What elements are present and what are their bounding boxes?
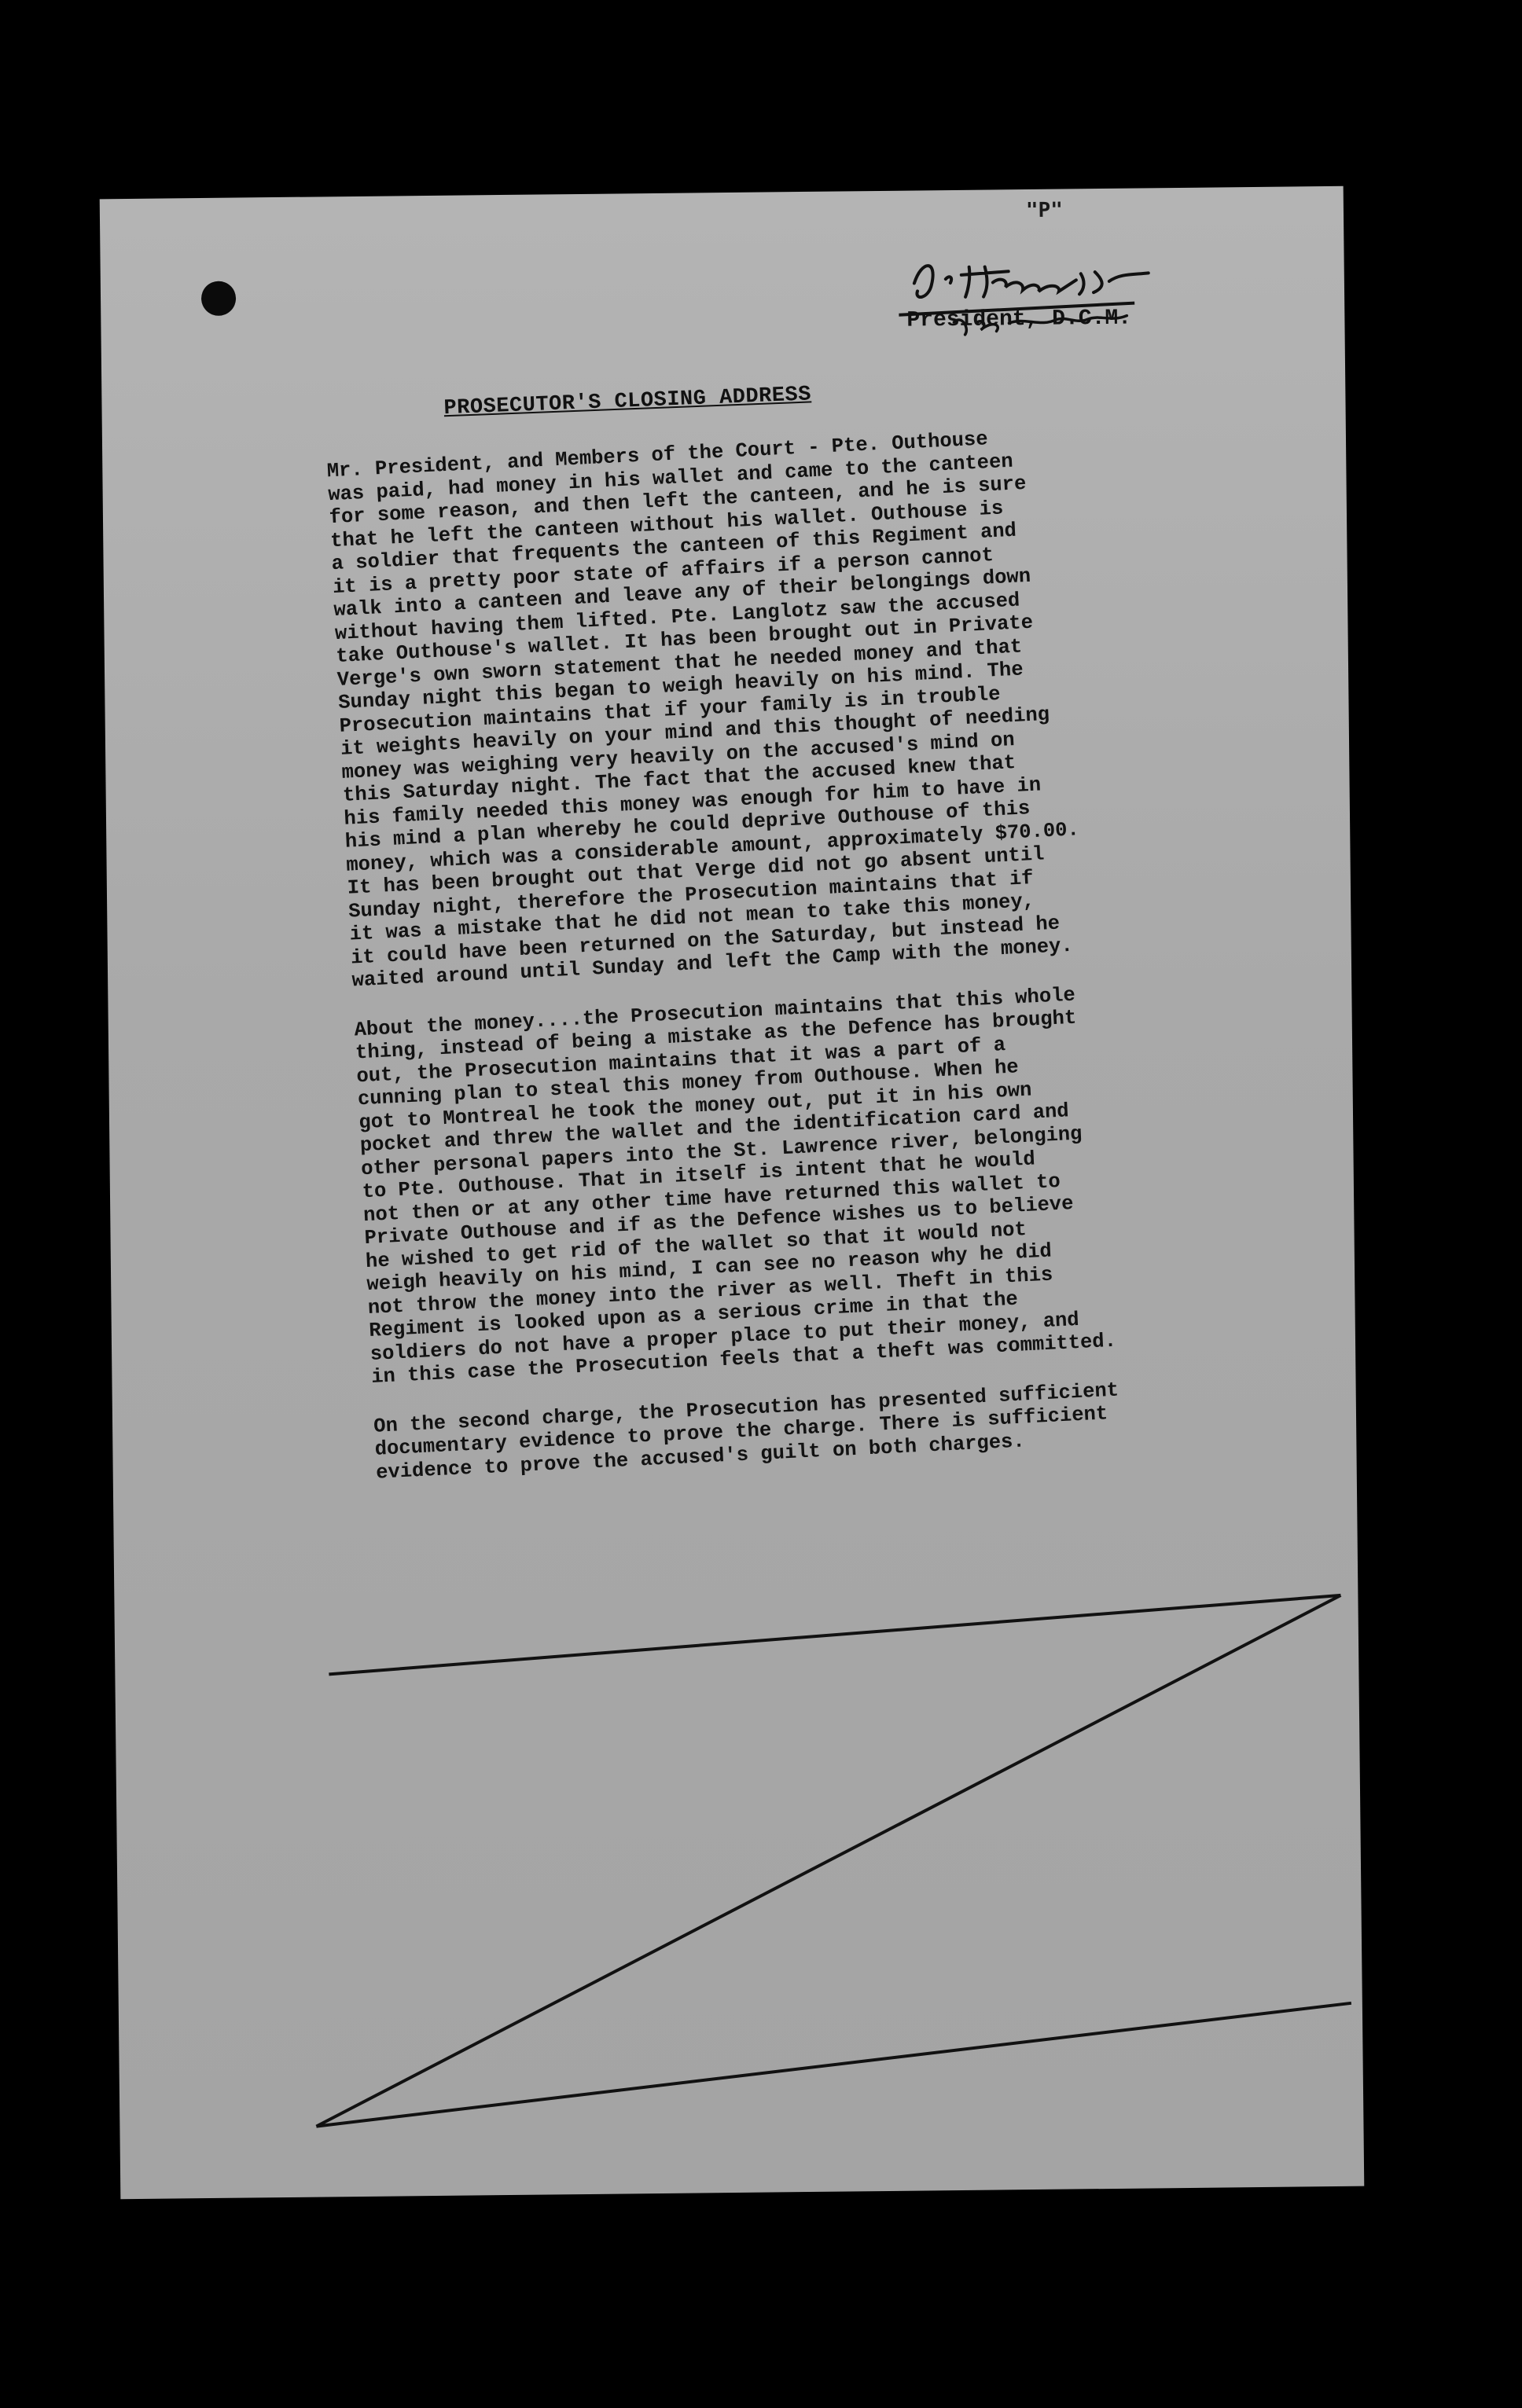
signature-block (898, 233, 1158, 338)
paragraph-1: Mr. President, and Members of the Court - Pte. Outhouse was paid, had money in his wallet and came to the canteen for some reason, and then left the canteen, and he is sure that he left the canteen without his wallet. Outhouse is a soldier that frequents the canteen of this Regiment and it is a pretty poor state of affairs if a person cannot walk into a canteen and leave any of their belongings down without having them lifted. Pte. Langlotz saw the accused take Outhouse's wallet. It has been brought out in Private Verge's own sworn statement that he needed money and that Sunday night this began to weigh heavily on his mind. The Prosecution maintains that if your family is in trouble it weights heavily on your mind and this thought of needing money was weighing very heavily on the accused's mind on this Saturday night. The fact that the accused knew that his family needed this money was enough for him to have in his mind a plan whereby he could deprive Outhouse of this money, which was a considerable amount, approximately $70.00. It has been brought out that Verge did not go absent until Sunday night, therefore the Prosecution maintains that if it was a mistake that he did not mean to take this money, it could have been returned on the Saturday, but instead he waited around until Sunday and left the Camp with the money. (326, 428, 1080, 993)
punch-hole (201, 281, 236, 316)
page-mark: "P" (1025, 198, 1064, 223)
document-page (100, 186, 1365, 2199)
document-body (326, 412, 1359, 1510)
cancel-line-diagonal (311, 1595, 1346, 2127)
cancel-line-bottom (315, 2003, 1352, 2127)
document-title: PROSECUTOR'S CLOSING ADDRESS (443, 383, 812, 421)
paragraph-3: On the second charge, the Prosecution has presented sufficient documentary evidence to prove the charge. There is sufficient evidence to prove the accused's guilt on both charges. (373, 1378, 1119, 1485)
paragraph-2: About the money....the Prosecution maintains that this whole thing, instead of being a mistake as the Defence has brought out, the Prosecution maintains that it was a part of a cunning plan to steal this money from Outhouse. When he got to Montreal he took the money out, put it in his own pocket and threw the wallet and the identification card and other personal papers into the St. Lawrence river, belonging to Pte. Outhouse. That in itself is intent that he would not then or at any other time have returned this wallet to Private Outhouse and if as the Defence wishes us to believe he wished to get rid of the wallet so that it would not weigh heavily on his mind, I can see no reason why he did not throw the money into the river as well. Theft in this Regiment is looked upon as a serious crime in that the soldiers do not have a proper place to put their money, and in this case the Prosecution feels that a theft was committed. (353, 983, 1117, 1389)
cancel-line-top (328, 1595, 1341, 1674)
signature-typed-label: President, D.C.M. (906, 306, 1132, 333)
